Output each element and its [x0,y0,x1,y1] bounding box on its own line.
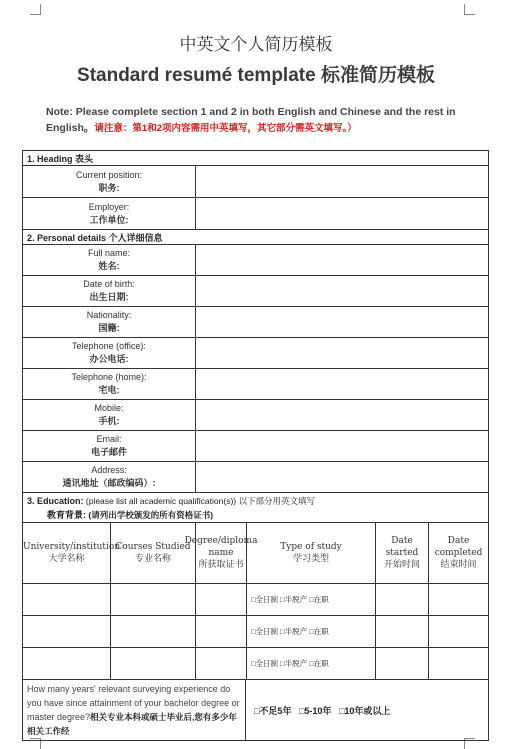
degree-type-cell [196,648,376,680]
education-row [23,648,489,680]
degree-type-cell [196,584,376,616]
form-row [23,307,489,338]
form-row [23,431,489,462]
current-position-field[interactable] [196,166,489,198]
field-label: Full name: 姓名: [23,245,196,276]
degree-type-cell [196,616,376,648]
degree-cell[interactable] [196,616,247,647]
mobile-field[interactable] [196,400,489,431]
education-row [23,616,489,648]
full-name-field[interactable] [196,245,489,276]
title-english: Standard resumé template 标准简历模板 [77,65,435,86]
date-of-birth-field[interactable] [196,276,489,307]
resume-form-table [22,150,489,741]
section3-title: 3. Education: (please list all academic qualification(s)) 以下部分用英文填写 教育背景: (请列出学校颁发的所有资格证书) [23,493,489,523]
experience-question: How many years' relevant surveying experience do you have since attainment of your bachelor degree or master degree?相关专业本科或硕士毕业后,您有多少年相关工作经 [23,680,246,741]
field-label: Employer: 工作单位: [23,198,196,230]
address-field[interactable] [196,462,489,493]
field-label: Mobile: 手机: [23,400,196,431]
type-of-study-options[interactable]: □全日制 □半脱产 □在职 [251,659,329,668]
form-row [23,338,489,369]
note-chinese: 请注意：第1和2项内容需用中英填写，其它部分需英文填写。） [94,123,357,134]
form-row [23,198,489,230]
date-started-cell[interactable] [376,648,429,680]
note [46,104,476,137]
courses-cell[interactable] [111,584,196,616]
education-row [23,584,489,616]
education-header-row [23,523,489,584]
form-row [23,245,489,276]
option-under-5-years[interactable]: □不足5年 [254,705,292,716]
date-completed-cell[interactable] [429,584,489,616]
column-header: Degree/diploma name 所获取证书 [196,523,247,583]
column-header: University/institution 大学名称 [23,523,111,584]
column-header: Courses Studied 专业名称 [111,523,196,584]
field-label: Current position: 职务: [23,166,196,198]
email-field[interactable] [196,431,489,462]
university-cell[interactable] [23,648,111,680]
office-phone-field[interactable] [196,338,489,369]
date-started-cell[interactable] [376,616,429,648]
date-completed-cell[interactable] [429,648,489,680]
field-label: Nationality: 国籍: [23,307,196,338]
experience-options [246,680,489,741]
date-started-cell[interactable] [376,584,429,616]
section1-title: 1. Heading 表头 [23,151,489,166]
type-of-study-options[interactable]: □全日制 □半脱产 □在职 [251,627,329,636]
option-10-plus-years[interactable]: □10年或以上 [338,705,391,716]
degree-cell[interactable] [196,584,247,615]
nationality-field[interactable] [196,307,489,338]
courses-cell[interactable] [111,616,196,648]
form-row [23,166,489,198]
field-label: Telephone (home): 宅电: [23,369,196,400]
crop-mark-top-left [30,4,41,15]
form-row [23,276,489,307]
form-row [23,400,489,431]
column-header: Date completed 结束时间 [429,523,489,584]
crop-mark-top-right [464,4,475,15]
field-label: Date of birth: 出生日期: [23,276,196,307]
field-label: Address: 通讯地址（邮政编码）: [23,462,196,493]
university-cell[interactable] [23,616,111,648]
form-row [23,462,489,493]
university-cell[interactable] [23,584,111,616]
experience-row [23,680,489,741]
note-english: Note: Please complete section 1 and 2 in both English and Chinese and the rest in English。 [46,106,456,134]
type-of-study-options[interactable]: □全日制 □半脱产 □在职 [251,595,329,604]
column-header-pair [184,523,376,584]
field-label: Telephone (office): 办公电话: [23,338,196,369]
home-phone-field[interactable] [196,369,489,400]
section2-title: 2. Personal details 个人详细信息 [23,230,489,245]
courses-cell[interactable] [111,648,196,680]
date-completed-cell[interactable] [429,616,489,648]
option-5-10-years[interactable]: □5-10年 [298,705,332,716]
form-row [23,369,489,400]
title-chinese: 中英文个人简历模板 [179,35,333,55]
field-label: Email: 电子邮件 [23,431,196,462]
column-header: Type of study 学习类型 [280,542,342,564]
column-header: Date started 开始时间 [376,523,429,584]
degree-cell[interactable] [196,648,247,679]
employer-field[interactable] [196,198,489,230]
